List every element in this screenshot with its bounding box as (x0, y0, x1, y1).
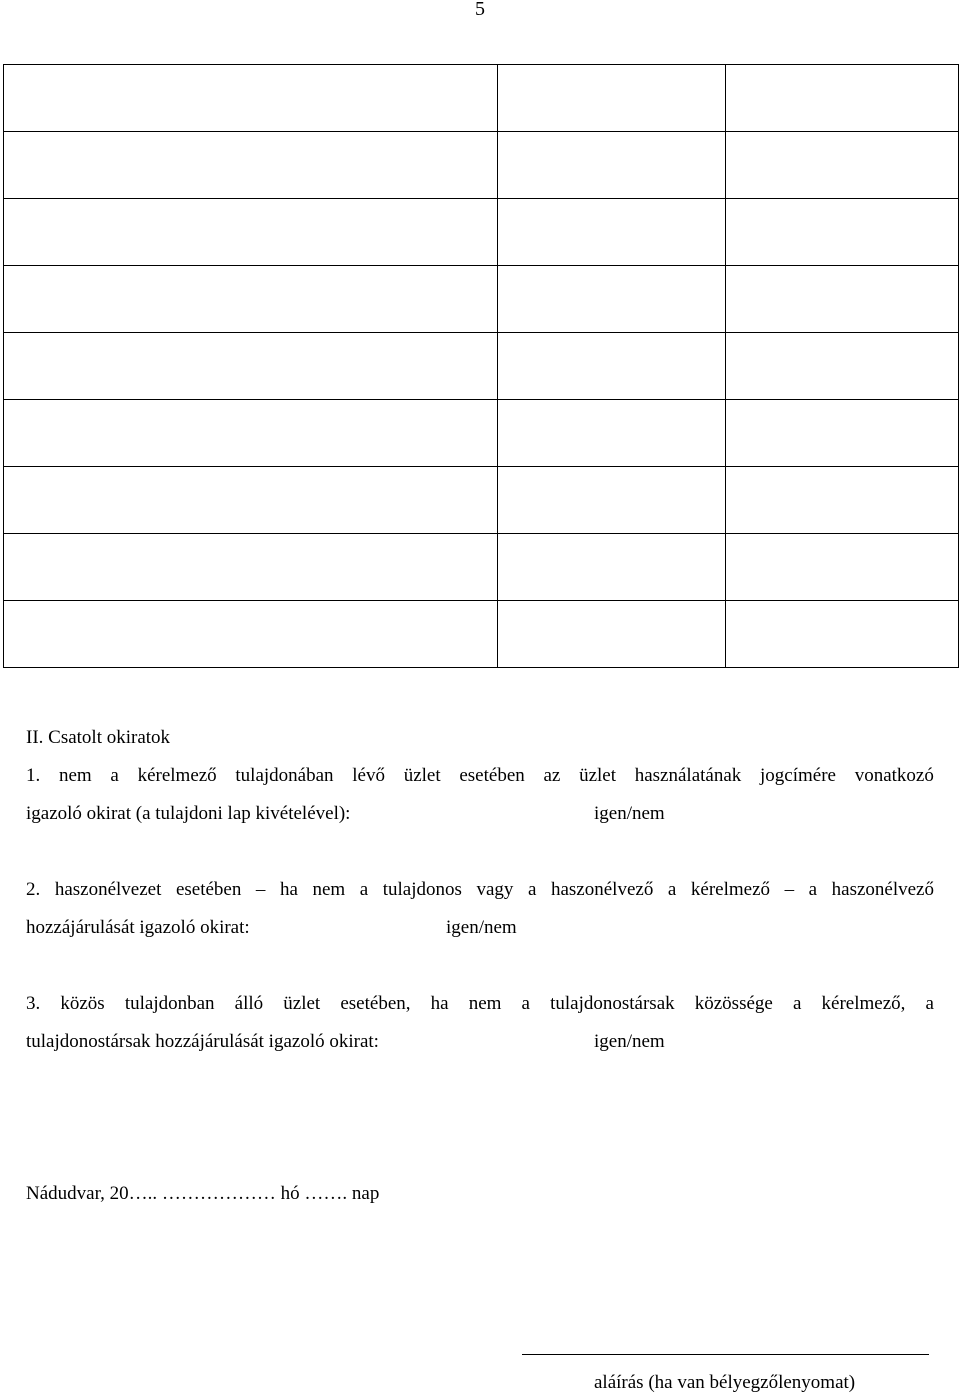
item-1-line-1 (26, 765, 934, 787)
item-3-answer[interactable]: igen/nem (594, 1031, 665, 1052)
word: a (110, 765, 119, 786)
table-row (4, 65, 959, 132)
table-row (4, 400, 959, 467)
table-cell[interactable] (4, 199, 498, 266)
table-cell[interactable] (726, 601, 959, 668)
word: üzlet (283, 993, 321, 1014)
item-1-line-2: igazoló okirat (a tulajdoni lap kivételével): (26, 803, 351, 824)
table-cell[interactable] (498, 601, 726, 668)
word: nem (312, 879, 346, 900)
word: nem (58, 765, 92, 786)
item-3-line-1 (26, 993, 934, 1015)
word: használatának (634, 765, 742, 786)
table-row (4, 266, 959, 333)
table-cell[interactable] (4, 534, 498, 601)
date-line[interactable]: Nádudvar, 20….. ……………… hó ……. nap (26, 1183, 380, 1204)
word: nem (468, 993, 502, 1014)
signature-line (522, 1354, 929, 1355)
table-cell[interactable] (4, 400, 498, 467)
word: jogcímére (760, 765, 836, 786)
table-row (4, 333, 959, 400)
word: közös (60, 993, 105, 1014)
table-cell[interactable] (4, 65, 498, 132)
word: haszonélvező (550, 879, 654, 900)
table-cell[interactable] (498, 400, 726, 467)
word: 2. (26, 879, 41, 900)
table-cell[interactable] (498, 132, 726, 199)
word: a (667, 879, 677, 900)
signature-label: aláírás (ha van bélyegzőlenyomat) (594, 1372, 856, 1393)
page-number: 5 (475, 0, 485, 20)
table-cell[interactable] (498, 333, 726, 400)
table-cell[interactable] (726, 400, 959, 467)
table-cell[interactable] (498, 467, 726, 534)
word: esetében (175, 879, 242, 900)
word: a (792, 993, 802, 1014)
item-2-line-1 (26, 879, 934, 901)
table-cell[interactable] (726, 534, 959, 601)
item-2-answer[interactable]: igen/nem (446, 917, 517, 938)
word: 3. (26, 993, 41, 1014)
table-row (4, 467, 959, 534)
table-row (4, 199, 959, 266)
word: tulajdonban (124, 993, 215, 1014)
table-cell[interactable] (498, 199, 726, 266)
word: esetében (459, 765, 525, 786)
table-row (4, 601, 959, 668)
word: 1. (26, 765, 41, 786)
table-cell[interactable] (4, 333, 498, 400)
section-title: II. Csatolt okiratok (26, 727, 171, 748)
item-3-line-2: tulajdonostársak hozzájárulását igazoló okirat: (26, 1031, 379, 1052)
table-cell[interactable] (726, 132, 959, 199)
word: lévő (352, 765, 385, 786)
word: tulajdonában (235, 765, 334, 786)
table-cell[interactable] (726, 467, 959, 534)
word: üzlet (403, 765, 441, 786)
table-cell[interactable] (498, 65, 726, 132)
word: álló (234, 993, 264, 1014)
word: üzlet (579, 765, 617, 786)
word: vonatkozó (854, 765, 934, 786)
word: a (521, 993, 530, 1014)
word: kérelmező (137, 765, 217, 786)
word: esetében, (340, 993, 411, 1014)
table-cell[interactable] (726, 65, 959, 132)
empty-form-table (3, 64, 959, 668)
word: haszonélvező (831, 879, 934, 900)
table-row (4, 132, 959, 199)
word: kérelmező, (821, 993, 906, 1014)
word: tulajdonos (382, 879, 462, 900)
item-1-answer[interactable]: igen/nem (594, 803, 665, 824)
word: kérelmező (690, 879, 771, 900)
table-cell[interactable] (498, 266, 726, 333)
table-cell[interactable] (498, 534, 726, 601)
table-cell[interactable] (4, 132, 498, 199)
table-cell[interactable] (4, 601, 498, 668)
word: – (784, 879, 795, 900)
word: a (925, 993, 934, 1014)
table-cell[interactable] (726, 199, 959, 266)
table-cell[interactable] (4, 467, 498, 534)
word: a (808, 879, 818, 900)
table-cell[interactable] (726, 266, 959, 333)
word: – (255, 879, 266, 900)
word: ha (279, 879, 298, 900)
word: tulajdonostársak (550, 993, 675, 1014)
word: a (359, 879, 369, 900)
table-cell[interactable] (726, 333, 959, 400)
word: az (543, 765, 561, 786)
item-2-line-2: hozzájárulását igazoló okirat: (26, 917, 250, 938)
word: vagy (476, 879, 514, 900)
word: a (527, 879, 537, 900)
word: közössége (694, 993, 773, 1014)
word: haszonélvezet (54, 879, 162, 900)
table-cell[interactable] (4, 266, 498, 333)
table-row (4, 534, 959, 601)
word: ha (430, 993, 449, 1014)
